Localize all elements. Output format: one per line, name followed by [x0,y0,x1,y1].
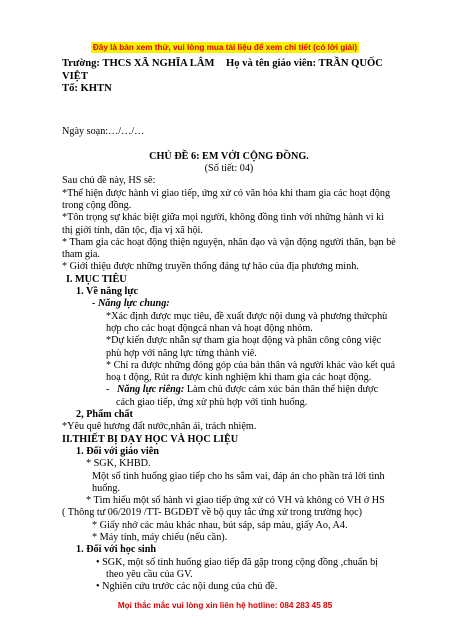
outcome-1: *Thể hiện được hành vi giao tiếp, ứng xử có văn hóa khi tham gia các hoạt động trong cộng đồng. [62,187,391,211]
lesson-plan [62,58,396,593]
teacher-name-continued: VIỆT [62,70,88,82]
date-line: Ngày soạn:…/…/… [62,125,145,137]
teacher-name: Họ và tên giáo viên: TRẦN QUỐC [226,58,383,69]
periods: (Số tiết: 04) [204,163,254,175]
outcome-2: *Tôn trọng sự khác biệt giữa mọi người, không đồng tình với những hành vi kì thị giới tính, dân tộc, địa vị xã hội. [62,212,385,236]
preview-banner [0,43,450,52]
general-competence-label: - Năng lực chung: [92,298,170,310]
qualities-text: *Yêu quê hương đất nước,nhân ái, trách nhiệm. [62,421,257,433]
student-material-item: • Nghiên cứu trước các nội dung của chủ đề. [96,581,278,593]
hotline-banner: Mọi thắc mắc vui lòng xin liên hệ hotline: 084 283 45 85 [117,601,333,610]
group-name: Tổ: KHTN [62,83,112,94]
outcome-4: * Giới thiệu được những truyền thống đáng tự hào của địa phương mình. [62,261,359,273]
outcome-3: * Tham gia các hoạt động thiện nguyện, nhân đạo và vận động người thân, bạn bè tham gia. [62,236,396,261]
teacher-material-item: * Tìm hiểu một số hành vi giao tiếp ứng xử có VH và không có VH ở HS [86,495,385,507]
specific-competence: - Năng lực riêng: Làm chủ được cảm xúc bản thân thể hiện được cách giao tiếp, ứng xử phù hợp với tình huống. [106,384,379,408]
subheading-teacher-materials: 1. Đối với giáo viên [76,445,159,457]
page-title: CHỦ ĐỀ 6: EM VỚI CỘNG ĐỒNG. [149,150,309,162]
teacher-material-item: Một số tình huống giao tiếp cho hs sắm vai, đáp án cho phần trả lời tình huống. [92,470,385,494]
teacher-material-item: * SGK, KHBD. [86,458,151,470]
specific-competence-text: Làm chủ được cảm xúc bản thân thể hiện được cách giao tiếp, ứng xử phù hợp với tình huống. [116,384,379,408]
subheading-student-materials: 1. Đối với học sinh [76,544,157,556]
teacher-material-item: ( Thông tư 06/2019 /TT- BGDĐT về bộ quy tắc ứng xử trong trường học) [62,507,363,519]
intro: Sau chủ đề này, HS sẽ: [62,175,156,187]
general-competence-item: *Xác định được mục tiêu, đề xuất được nội dung và phương thứcphù hợp cho các hoạt độngcá nhan và hoạt động nhóm. [106,310,388,334]
general-competence-item: * Chỉ ra được những đóng góp của bản thân và người khác vào kết quả hoạ t động, Rút ra được kinh nghiệm khi tham gia các hoạt động. [106,359,396,384]
student-material-item: • SGK, một số tình huống giao tiếp đã gặp trong cộng đồng ,chuẩn bị theo yêu cầu của GV. [96,556,378,580]
section-heading-objectives: I. MỤC TIÊU [66,273,127,285]
school-name: Trường: THCS XÃ NGHĨA LÂM [62,58,215,69]
specific-competence-label: Năng lực riêng: [117,384,185,396]
section-heading-materials: II.THIẾT BỊ DẠY HỌC VÀ HỌC LIỆU [62,433,239,445]
subheading-qualities: 2, Phẩm chất [76,409,133,421]
preview-banner-text: Đây là bản xem thử, vui lòng mua tài liệu để xem chi tiết (có lời giải) [92,43,358,52]
header-row [62,58,396,71]
general-competence-item: *Dự kiến được nhẫn sự tham gia hoạt động và phân công công việc phù hợp với năng lực từng thành viê. [106,335,382,359]
subheading-competence: 1. Về năng lực [76,286,138,298]
teacher-material-item: * Máy tính, máy chiếu (nếu cần). [92,532,228,543]
teacher-material-item: * Giấy nhớ các màu khác nhau, bút sáp, sáp màu, giấy Ao, A4. [92,519,348,531]
